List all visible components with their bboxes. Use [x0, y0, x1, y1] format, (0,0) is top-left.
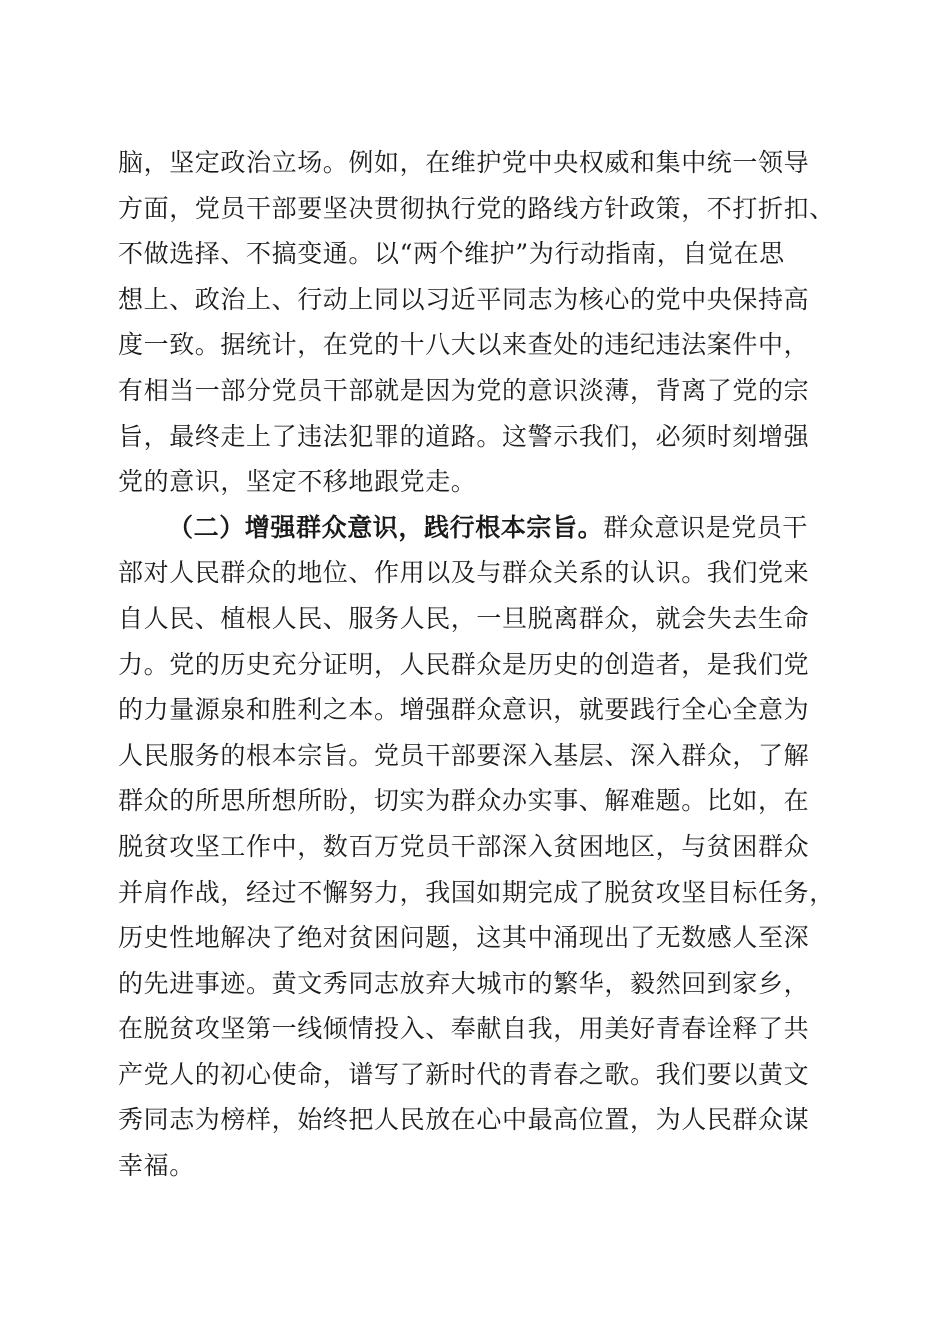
text-line: 脑，坚定政治立场。例如，在维护党中央权威和集中统一领导 [118, 148, 810, 177]
text-line: 的力量源泉和胜利之本。增强群众意识，就要践行全心全意为 [118, 695, 810, 725]
text-line: 方面，党员干部要坚决贯彻执行党的路线方针政策，不打折扣、 [118, 193, 835, 223]
text-line: 并肩作战，经过不懈努力，我国如期完成了脱贫攻坚目标任务， [118, 877, 835, 907]
text-line: 秀同志为榜样，始终把人民放在心中最高位置，为人民群众谋 [118, 1105, 810, 1135]
text-line: 部对人民群众的地位、作用以及与群众关系的认识。我们党来 [118, 558, 810, 588]
document-body [118, 140, 838, 1189]
text-line: 有相当一部分党员干部就是因为党的意识淡薄，背离了党的宗 [118, 375, 810, 405]
text-line: 群众的所思所想所盼，切实为群众办实事、解难题。比如，在 [118, 786, 810, 816]
text-line: 想上、政治上、行动上同以习近平同志为核心的党中央保持高 [118, 284, 810, 314]
text-line: 旨，最终走上了违法犯罪的道路。这警示我们，必须时刻增强 [118, 421, 810, 451]
text-line: 的先进事迹。黄文秀同志放弃大城市的繁华，毅然回到家乡， [118, 968, 810, 998]
text-line-rest: 群众意识是党员干 [603, 512, 809, 542]
text-line: 不做选择、不搞变通。以“两个维护”为行动指南，自觉在思 [118, 239, 785, 269]
text-line: 力。党的历史充分证明，人民群众是历史的创造者，是我们党 [118, 649, 810, 679]
section-heading: （二）增强群众意识，践行根本宗旨。 [168, 512, 604, 542]
section-heading-line [118, 505, 838, 551]
text-line: 度一致。据统计，在党的十八大以来查处的违纪违法案件中， [118, 330, 810, 360]
text-line: 脱贫攻坚工作中，数百万党员干部深入贫困地区，与贫困群众 [118, 831, 810, 861]
text-line: 在脱贫攻坚第一线倾情投入、奉献自我，用美好青春诠释了共 [118, 1014, 810, 1044]
text-line: 人民服务的根本宗旨。党员干部要深入基层、深入群众，了解 [118, 740, 810, 770]
text-line: 幸福。 [118, 1151, 195, 1181]
text-line: 历史性地解决了绝对贫困问题，这其中涌现出了无数感人至深 [118, 923, 810, 953]
text-line: 产党人的初心使命，谱写了新时代的青春之歌。我们要以黄文 [118, 1059, 810, 1089]
text-line: 自人民、植根人民、服务人民，一旦脱离群众，就会失去生命 [118, 603, 810, 633]
text-line: 党的意识，坚定不移地跟党走。 [118, 467, 477, 497]
